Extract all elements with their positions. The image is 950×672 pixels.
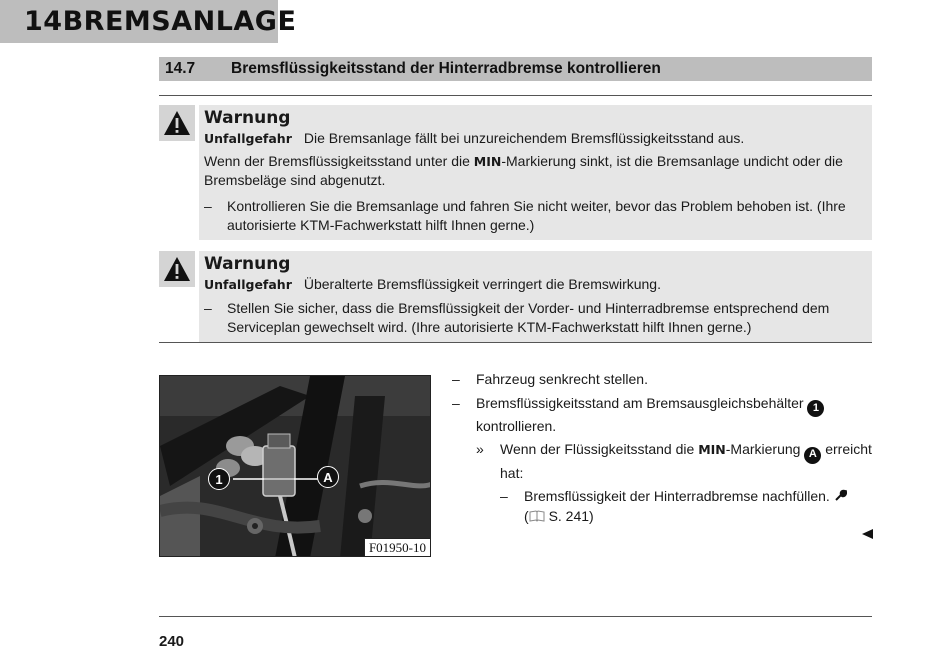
page-number: 240	[159, 633, 185, 650]
bullet-dash: –	[452, 371, 460, 387]
warning-bullet-text: Stellen Sie sicher, dass die Bremsflüssigkeit der Vorder- und Hinterradbremse entsprechend dem Serviceplan gewechselt wird. (Ihre autorisierte KTM-Fachwerkstatt hilft Ihnen gerne.)	[227, 299, 830, 335]
step-item	[452, 394, 872, 437]
condition-text: Wenn der Flüssigkeitsstand die	[500, 441, 699, 458]
callout-1: 1	[208, 468, 230, 490]
warning-title: Warnung	[204, 254, 291, 274]
condition-text: -Markierung	[725, 441, 805, 458]
warning-lead	[204, 129, 864, 149]
instruction-steps	[452, 370, 872, 530]
wrench-icon	[834, 488, 847, 504]
action-item: – Bremsflüssigkeit der Hinterradbremse nachfüllen. ( S. 241)	[500, 487, 872, 526]
warning-triangle-icon	[159, 105, 195, 141]
step-item	[452, 370, 872, 390]
brake-reservoir-photo	[159, 375, 431, 557]
book-icon	[529, 508, 545, 524]
callout-a-badge: A	[804, 447, 821, 464]
step-text: kontrollieren.	[476, 417, 557, 434]
condition-text: erreicht hat:	[500, 441, 872, 481]
chapter-header	[0, 0, 297, 43]
min-marking-label: MIN	[698, 442, 726, 458]
warning-lead-text: Die Bremsanlage fällt bei unzureichendem Bremsflüssigkeitsstand aus.	[303, 130, 745, 146]
section-heading	[159, 57, 872, 81]
warning-box-2	[199, 251, 872, 342]
chapter-number: 14	[24, 6, 63, 37]
warning-keyword: Unfallgefahr	[204, 131, 292, 146]
section-title: Bremsflüssigkeitsstand der Hinterradbremse kontrollieren	[231, 60, 661, 77]
bullet-dash: –	[204, 299, 212, 316]
callout-1-badge: 1	[807, 400, 824, 417]
warning-bullet-text: Kontrollieren Sie die Bremsanlage und fahren Sie nicht weiter, bevor das Problem behoben ist. (Ihre autorisierte KTM-Fachwerkstatt hilft Ihnen gerne.)	[227, 197, 846, 233]
warning-triangle-icon	[159, 251, 195, 287]
warning-lead-text: Überalterte Bremsflüssigkeit verringert die Bremswirkung.	[303, 276, 661, 292]
figure-label: F01950-10	[364, 538, 430, 556]
callout-a: A	[317, 466, 339, 488]
step-text: Bremsflüssigkeitsstand am Bremsausgleichsbehälter	[476, 394, 808, 411]
bullet-dash: –	[500, 488, 508, 504]
min-marking-label: MIN	[473, 153, 502, 169]
chapter-title: BREMSANLAGE	[62, 6, 297, 37]
warning-paragraph-text: Wenn der Bremsflüssigkeitsstand unter die	[204, 152, 474, 169]
warning-paragraph	[204, 152, 864, 191]
bullet-dash: –	[204, 197, 212, 214]
warning-box-1	[199, 105, 872, 240]
end-of-section-icon	[862, 526, 873, 544]
condition-item	[476, 440, 872, 483]
action-text: Bremsflüssigkeit der Hinterradbremse nachfüllen.	[524, 488, 830, 504]
divider	[159, 95, 872, 96]
condition-marker: »	[476, 441, 484, 458]
warning-keyword: Unfallgefahr	[204, 277, 292, 292]
step-text: Fahrzeug senkrecht stellen.	[476, 371, 648, 387]
warning-title: Warnung	[204, 108, 291, 128]
footer-divider	[159, 616, 872, 617]
divider	[159, 342, 872, 343]
warning-lead	[204, 275, 864, 295]
warning-bullet	[204, 197, 864, 236]
page-reference-link[interactable]: S. 241	[548, 507, 590, 524]
warning-bullet	[204, 299, 864, 338]
warning-paragraph-text: -Markierung sinkt, ist die Bremsanlage undicht oder die Bremsbeläge sind abgenutzt.	[204, 152, 843, 188]
section-number: 14.7	[165, 60, 196, 77]
bullet-dash: –	[452, 394, 460, 411]
